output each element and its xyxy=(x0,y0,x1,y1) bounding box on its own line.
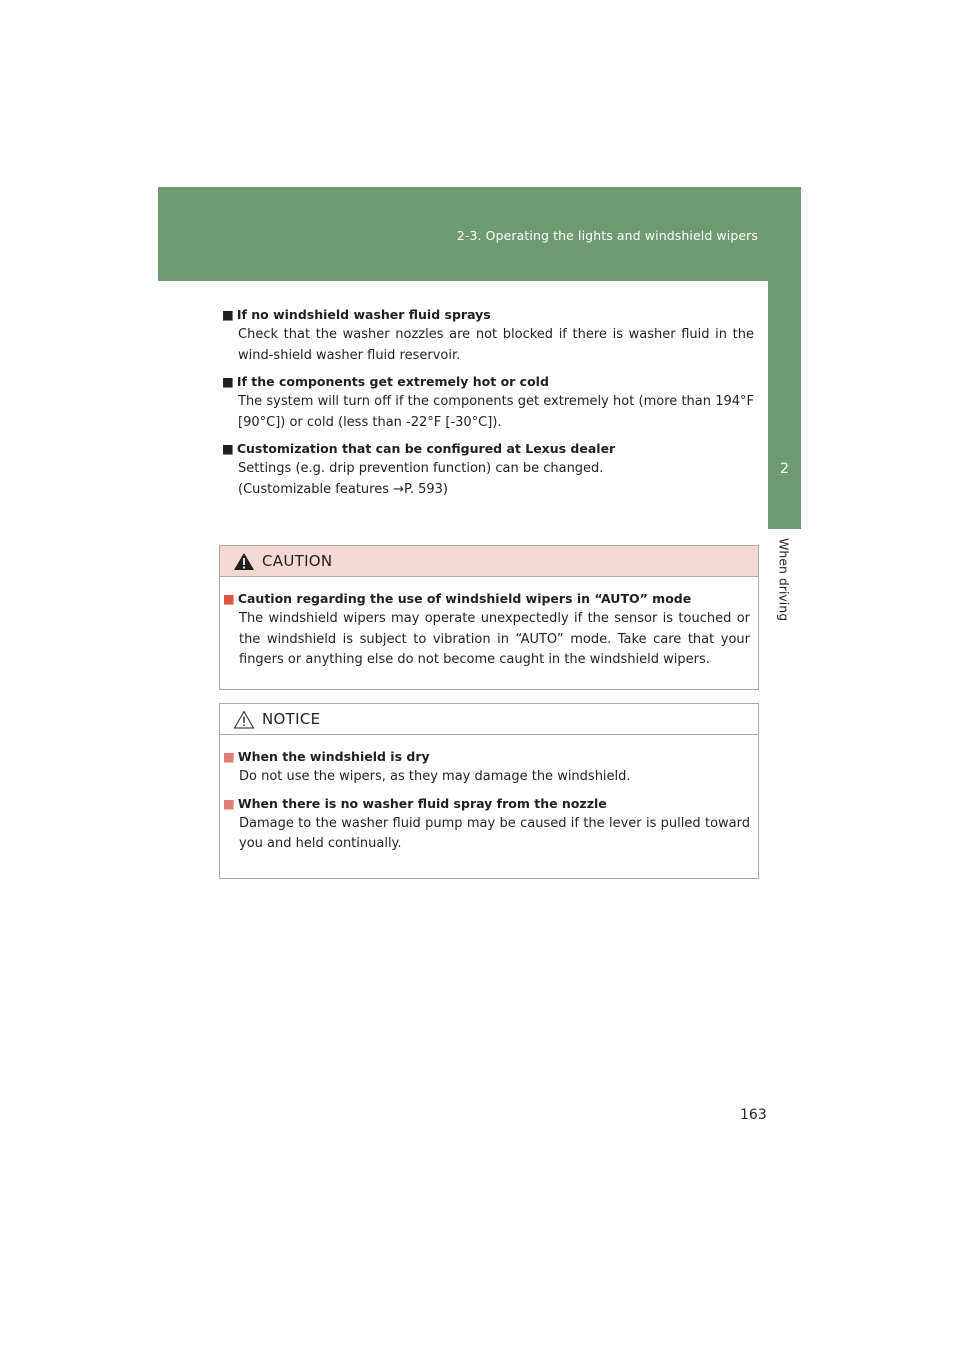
body-line: Settings (e.g. drip prevention function) can be changed. xyxy=(238,461,604,476)
chapter-side-label xyxy=(769,538,799,628)
notice-section-dry xyxy=(223,747,750,788)
chapter-header xyxy=(158,187,801,281)
notice-section-title: ■ When there is no washer fluid spray from the nozzle xyxy=(223,795,607,811)
main-content xyxy=(222,305,754,506)
square-bullet-icon: ■ xyxy=(222,441,234,456)
section-body xyxy=(238,459,754,500)
square-bullet-icon: ■ xyxy=(223,749,235,764)
caution-section xyxy=(223,589,750,671)
caution-label: CAUTION xyxy=(262,552,333,570)
square-bullet-icon: ■ xyxy=(222,307,234,322)
caution-header xyxy=(220,546,758,577)
square-bullet-icon: ■ xyxy=(223,795,235,811)
notice-section-body: Damage to the washer fluid pump may be caused if the lever is pulled toward you and held continually. xyxy=(239,815,750,851)
section-title: ■ If the components get extremely hot or cold xyxy=(222,374,549,389)
section-customization xyxy=(222,439,754,500)
notice-box xyxy=(219,703,759,879)
header-title: 2-3. Operating the lights and windshield wipers xyxy=(456,228,758,243)
notice-section-no-spray xyxy=(223,794,750,855)
caution-box xyxy=(219,545,759,690)
side-label-text: When driving xyxy=(776,538,792,622)
square-bullet-icon: ■ xyxy=(222,374,234,389)
notice-section-title: ■ When the windshield is dry xyxy=(223,749,430,764)
chapter-tab xyxy=(768,281,801,529)
section-body: The system will turn off if the components get extremely hot (more than 194°F [90°C]) or cold (less than -22°F [-30°C]). xyxy=(238,394,754,430)
caution-section-body: The windshield wipers may operate unexpectedly if the sensor is touched or the windshield is subject to vibration in “AUTO” mode. Take care that your fingers or anything else do not become caught in the windshield wipers. xyxy=(239,611,750,667)
section-body: Check that the washer nozzles are not blocked if there is washer fluid in the wind-shield washer fluid reservoir. xyxy=(238,327,754,363)
section-title: ■ Customization that can be configured at Lexus dealer xyxy=(222,441,616,456)
caution-section-title: ■ Caution regarding the use of windshield wipers in “AUTO” mode xyxy=(223,591,692,606)
notice-body xyxy=(220,735,758,855)
page-number: 163 xyxy=(740,1107,767,1123)
notice-label: NOTICE xyxy=(262,710,321,728)
notice-section-body: Do not use the wipers, as they may damage the windshield. xyxy=(239,769,631,784)
notice-header xyxy=(220,704,758,735)
section-title: ■ If no windshield washer fluid sprays xyxy=(222,307,491,322)
warning-triangle-outline-icon xyxy=(233,710,255,729)
square-bullet-icon: ■ xyxy=(223,591,235,606)
warning-triangle-filled-icon xyxy=(233,552,255,571)
caution-body xyxy=(220,577,758,671)
body-line-cross-reference: (Customizable features →P. 593) xyxy=(238,481,448,497)
section-no-fluid xyxy=(222,305,754,366)
chapter-number: 2 xyxy=(780,461,789,477)
section-hot-cold xyxy=(222,372,754,433)
